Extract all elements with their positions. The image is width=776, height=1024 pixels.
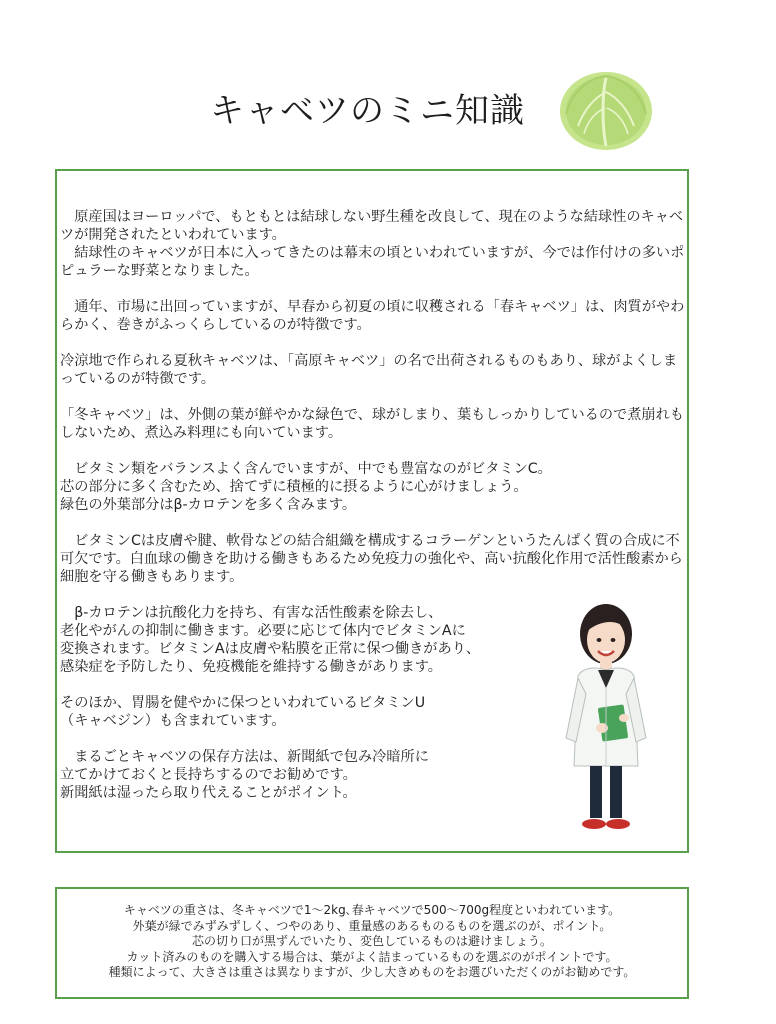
paragraph-collagen: ビタミンCは皮膚や腱、軟骨などの結合組織を構成するコラーゲンというたんぱく質の合成に不可欠です。白血球の働きを助ける働きもあるため免疫力の強化や、高い抗酸化作用で活性酸素から細胞を守る働きもあります。 [60, 533, 683, 585]
tip-line: カット済みのものを購入する場合は、葉がよく詰まっているものを選ぶのがポイントです。 [126, 949, 618, 964]
tip-line: 芯の切り口が黒ずんでいたり、変色しているものは避けましょう。 [191, 934, 552, 948]
tips-box [55, 887, 689, 999]
doctor-illustration [562, 598, 650, 836]
paragraph-highland-cabbage: 冷涼地で作られる夏秋キャベツは、「高原キャベツ」の名で出荷されるものもあり、球がよくしまっているのが特徴です。 [60, 353, 678, 387]
tip-line: キャベツの重さは、冬キャベツで1～2kg､春キャベツで500～700g程度といわれています。 [123, 903, 621, 917]
tip-line: 外葉が緑でみずみずしく、つやのあり、重量感のあるものるものを選ぶのが、ポイント。 [132, 918, 612, 933]
paragraph-vitamin-u: そのほか、胃腸を健やかに保つといわれているビタミンU （キャベジン）も含まれています。 [60, 695, 426, 729]
paragraph-vitamin-c: ビタミン類をバランスよく含んでいますが、中でも豊富なのがビタミンC。 芯の部分に多く含むため、捨てずに積極的に摂るように心がけましょう。 緑色の外葉部分はβ-カロテンを多く含みます。 [60, 461, 552, 513]
paragraph-origin: 原産国はヨーロッパで、もともとは結球しない野生種を改良して、現在のような結球性のキャベツが開発されたといわれています。 結球性のキャベツが日本に入ってきたのは幕末の頃といわれていますが、今では作付けの多いポピュラーな野菜となりました。 [60, 209, 685, 279]
paragraph-winter-cabbage: 「冬キャベツ」は、外側の葉が鮮やかな緑色で、球がしまり、葉もしっかりしているので煮崩れもしないため、煮込み料理にも向いています。 [60, 407, 684, 441]
paragraph-beta-carotene: β-カロテンは抗酸化力を持ち、有害な活性酸素を除去し、 老化やがんの抑制に働きます。必要に応じて体内でビタミンAに 変換されます。ビタミンAは皮膚や粘膜を正常に保つ働きがあり、 感染症を予防したり、免疫機能を維持する働きがあります。 [60, 605, 481, 675]
cabbage-icon [558, 68, 654, 152]
page-title: キャベツのミニ知識 [210, 91, 525, 131]
paragraph-storage: まるごとキャベツの保存方法は、新聞紙で包み冷暗所に 立てかけておくと長持ちするのでお勧めです。 新聞紙は湿ったら取り代えることがポイント。 [60, 749, 429, 801]
paragraph-spring-cabbage: 通年、市場に出回っていますが、早春から初夏の頃に収穫される「春キャベツ」は、肉質がやわらかく、巻きがふっくらしているのが特徴です。 [60, 299, 685, 333]
tip-line: 種類によって、大きさは重さは異なりますが、少し大きめものをお選びいただくのがお勧めです。 [108, 965, 636, 979]
